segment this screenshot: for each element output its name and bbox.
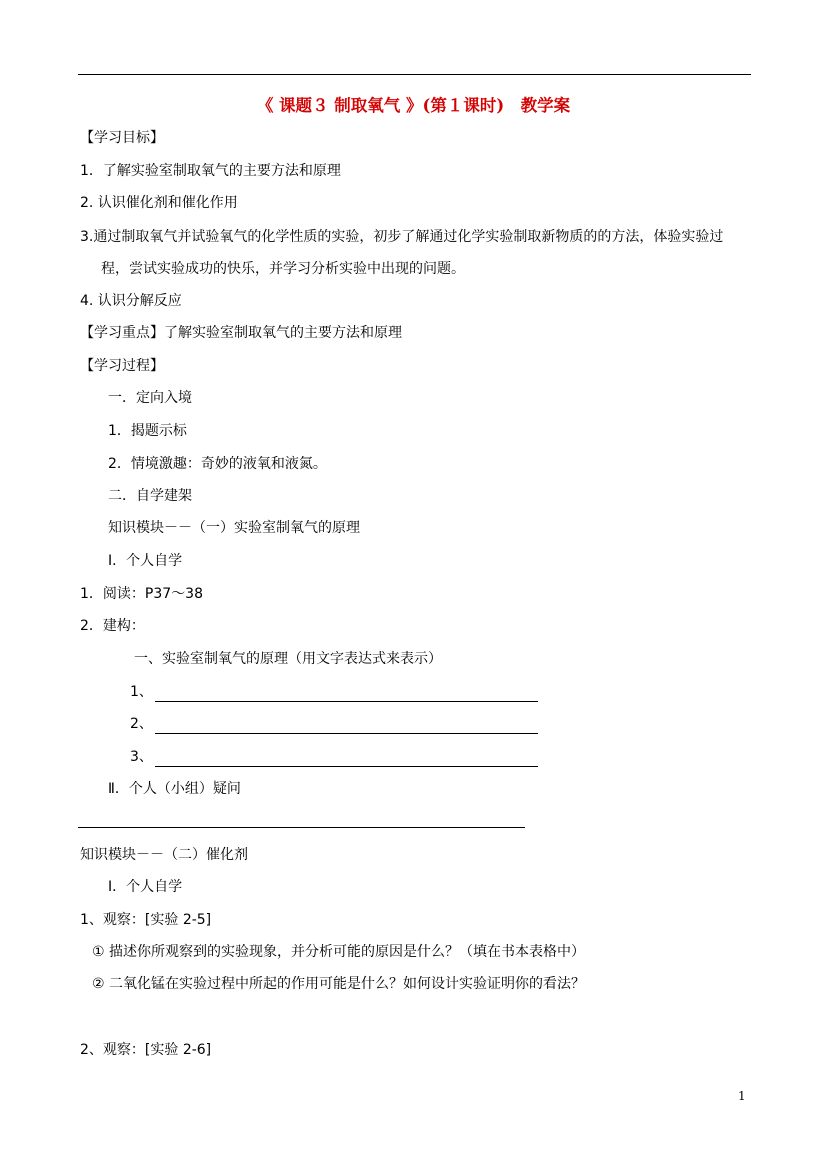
blank-field-1[interactable] (155, 687, 538, 702)
objective-3-cont: 程，尝试实验成功的快乐，并学习分析实验中出现的问题。 (101, 261, 465, 277)
questions-answer-line[interactable] (78, 827, 525, 828)
construct-item: 2．建构： (80, 618, 145, 634)
objective-2: 2. 认识催化剂和催化作用 (80, 195, 238, 211)
key-point: 【学习重点】了解实验室制取氧气的主要方法和原理 (80, 325, 402, 341)
objective-4: 4. 认识分解反应 (80, 293, 182, 309)
blank-line-2 (130, 714, 538, 734)
blank-field-2[interactable] (155, 719, 538, 734)
blank-label-1: 1、 (130, 684, 153, 700)
blank-line-1 (130, 682, 538, 702)
page-number: 1 (738, 1089, 746, 1103)
step-one: 一．定向入境 (108, 390, 192, 406)
blank-line-3 (130, 747, 538, 767)
principle-heading: 一、实验室制氧气的原理（用文字表达式来表示） (134, 651, 442, 667)
blank-field-3[interactable] (155, 752, 538, 767)
header-rule (78, 74, 751, 75)
objective-1: 1．了解实验室制取氧气的主要方法和原理 (80, 163, 341, 179)
step-one-item-1: 1．揭题示标 (108, 423, 187, 439)
self-study-heading-2: Ⅰ．个人自学 (108, 879, 183, 895)
section-heading-objectives: 【学习目标】 (80, 130, 164, 146)
observe-question-1: ① 描述你所观察到的实验现象，并分析可能的原因是什么？（填在书本表格中） (92, 944, 585, 960)
observe-item-2: 2、观察：[实验 2-6] (80, 1042, 212, 1058)
blank-label-2: 2、 (130, 716, 153, 732)
objective-3: 3.通过制取氧气并试验氧气的化学性质的实验，初步了解通过化学实验制取新物质的的方法，体验实验过 (80, 229, 724, 245)
observe-item-1: 1、观察：[实验 2-5] (80, 912, 212, 928)
observe-question-2: ② 二氧化锰在实验过程中所起的作用可能是什么？如何设计实验证明你的看法？ (92, 976, 585, 992)
module-one-heading: 知识模块－－（一）实验室制氧气的原理 (108, 520, 360, 536)
reading-item: 1．阅读：P37～38 (80, 586, 203, 602)
step-one-item-2: 2．情境激趣：奇妙的液氧和液氮。 (108, 456, 327, 472)
questions-heading: Ⅱ．个人（小组）疑问 (108, 781, 241, 797)
blank-label-3: 3、 (130, 749, 153, 765)
step-two: 二．自学建架 (108, 488, 192, 504)
module-two-heading: 知识模块－－（二）催化剂 (80, 847, 248, 863)
section-heading-process: 【学习过程】 (80, 358, 164, 374)
self-study-heading: Ⅰ．个人自学 (108, 553, 183, 569)
page-title: 《 课题３ 制取氧气 》(第１课时) 教学案 (256, 96, 571, 115)
